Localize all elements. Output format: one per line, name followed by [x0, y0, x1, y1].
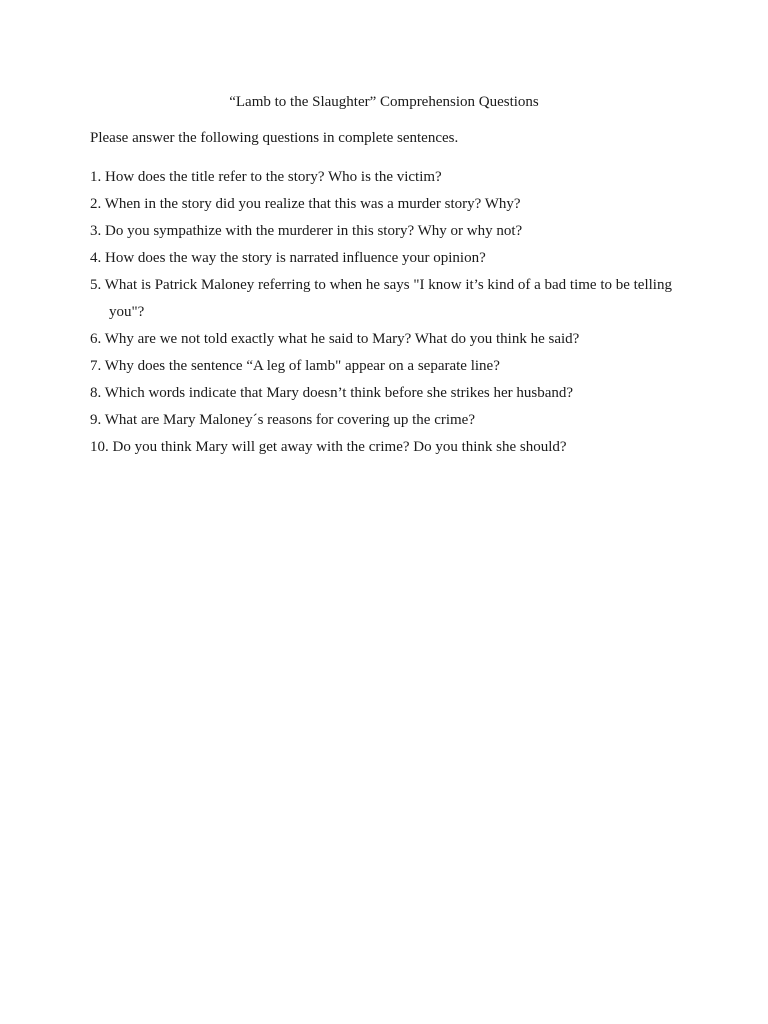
question-item — [90, 353, 690, 380]
question-text: 4. How does the way the story is narrated influence your opinion? — [90, 250, 486, 266]
question-text: 3. Do you sympathize with the murderer in this story? Why or why not? — [90, 223, 523, 239]
question-item — [90, 434, 690, 461]
question-text: 6. Why are we not told exactly what he said to Mary? What do you think he said? — [90, 331, 580, 347]
question-text: 1. How does the title refer to the story? Who is the victim? — [90, 169, 442, 185]
question-item — [90, 326, 690, 353]
question-item — [90, 407, 690, 434]
question-item — [90, 380, 690, 407]
question-item — [90, 164, 690, 191]
question-text: 9. What are Mary Maloney´s reasons for covering up the crime? — [90, 412, 475, 428]
question-text: 10. Do you think Mary will get away with the crime? Do you think she should? — [90, 439, 567, 455]
question-text: 7. Why does the sentence “A leg of lamb" appear on a separate line? — [90, 358, 500, 374]
question-text: 5. What is Patrick Maloney referring to when he says "I know it’s kind of a bad time to be telling — [90, 277, 672, 293]
question-list — [90, 164, 690, 461]
question-item — [90, 191, 690, 218]
question-item — [90, 272, 690, 326]
document-title: “Lamb to the Slaughter” Comprehension Questions — [229, 94, 539, 110]
instructions-text: Please answer the following questions in complete sentences. — [90, 130, 459, 146]
question-text-continuation: you"? — [109, 304, 145, 320]
question-item — [90, 245, 690, 272]
question-text: 2. When in the story did you realize that this was a murder story? Why? — [90, 196, 521, 212]
question-item — [90, 218, 690, 245]
question-text: 8. Which words indicate that Mary doesn’t think before she strikes her husband? — [90, 385, 574, 401]
